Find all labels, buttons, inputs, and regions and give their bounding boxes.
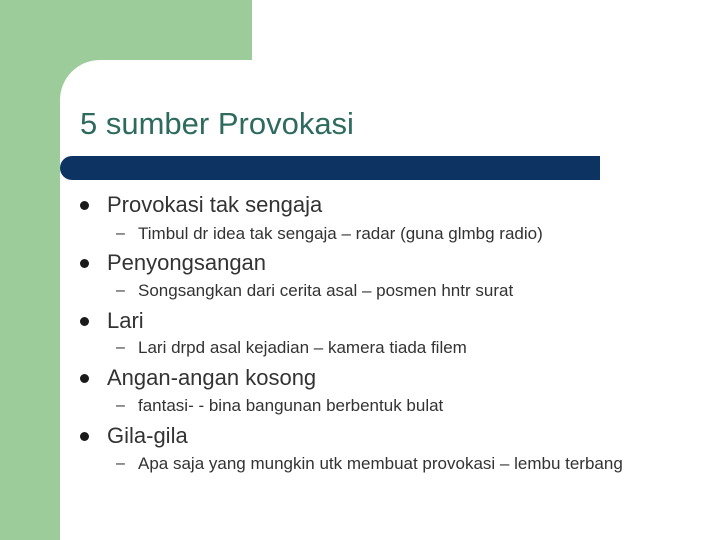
bullet-item-label: Angan-angan kosong [107, 365, 317, 390]
bullet-item-label: Gila-gila [107, 423, 188, 448]
sub-item-1 [116, 224, 543, 244]
bullet-item-label: Penyongsangan [107, 250, 267, 275]
sub-item-text: fantasi- - bina bangunan berbentuk bulat [138, 396, 444, 415]
bullet-item-3 [80, 308, 144, 334]
bullet-item-label: Lari [107, 308, 144, 333]
dash-icon: – [116, 339, 125, 356]
sub-item-text: Timbul dr idea tak sengaja – radar (guna glmbg radio) [138, 224, 543, 243]
bullet-icon [80, 317, 89, 326]
bullet-icon [80, 374, 89, 383]
sub-item-text: Songsangkan dari cerita asal – posmen hntr surat [138, 281, 514, 300]
bullet-item-4 [80, 365, 316, 391]
title-underline-bar [60, 156, 600, 180]
sub-item-text: Lari drpd asal kejadian – kamera tiada filem [138, 338, 467, 357]
bullet-icon [80, 259, 89, 268]
dash-icon: – [116, 282, 125, 299]
bullet-item-5 [80, 423, 188, 449]
bullet-item-2 [80, 250, 266, 276]
dash-icon: – [116, 397, 125, 414]
bullet-item-1 [80, 192, 322, 218]
bullet-item-label: Provokasi tak sengaja [107, 192, 323, 217]
sub-item-5 [116, 454, 656, 474]
bullet-icon [80, 432, 89, 441]
bullet-icon [80, 201, 89, 210]
sub-item-2 [116, 281, 513, 301]
sub-item-text: Apa saja yang mungkin utk membuat provokasi – lembu terbang [138, 454, 623, 473]
sub-item-3 [116, 338, 467, 358]
sub-item-4 [116, 396, 443, 416]
slide-title: 5 sumber Provokasi [80, 106, 354, 141]
dash-icon: – [116, 225, 125, 242]
dash-icon: – [116, 455, 125, 472]
